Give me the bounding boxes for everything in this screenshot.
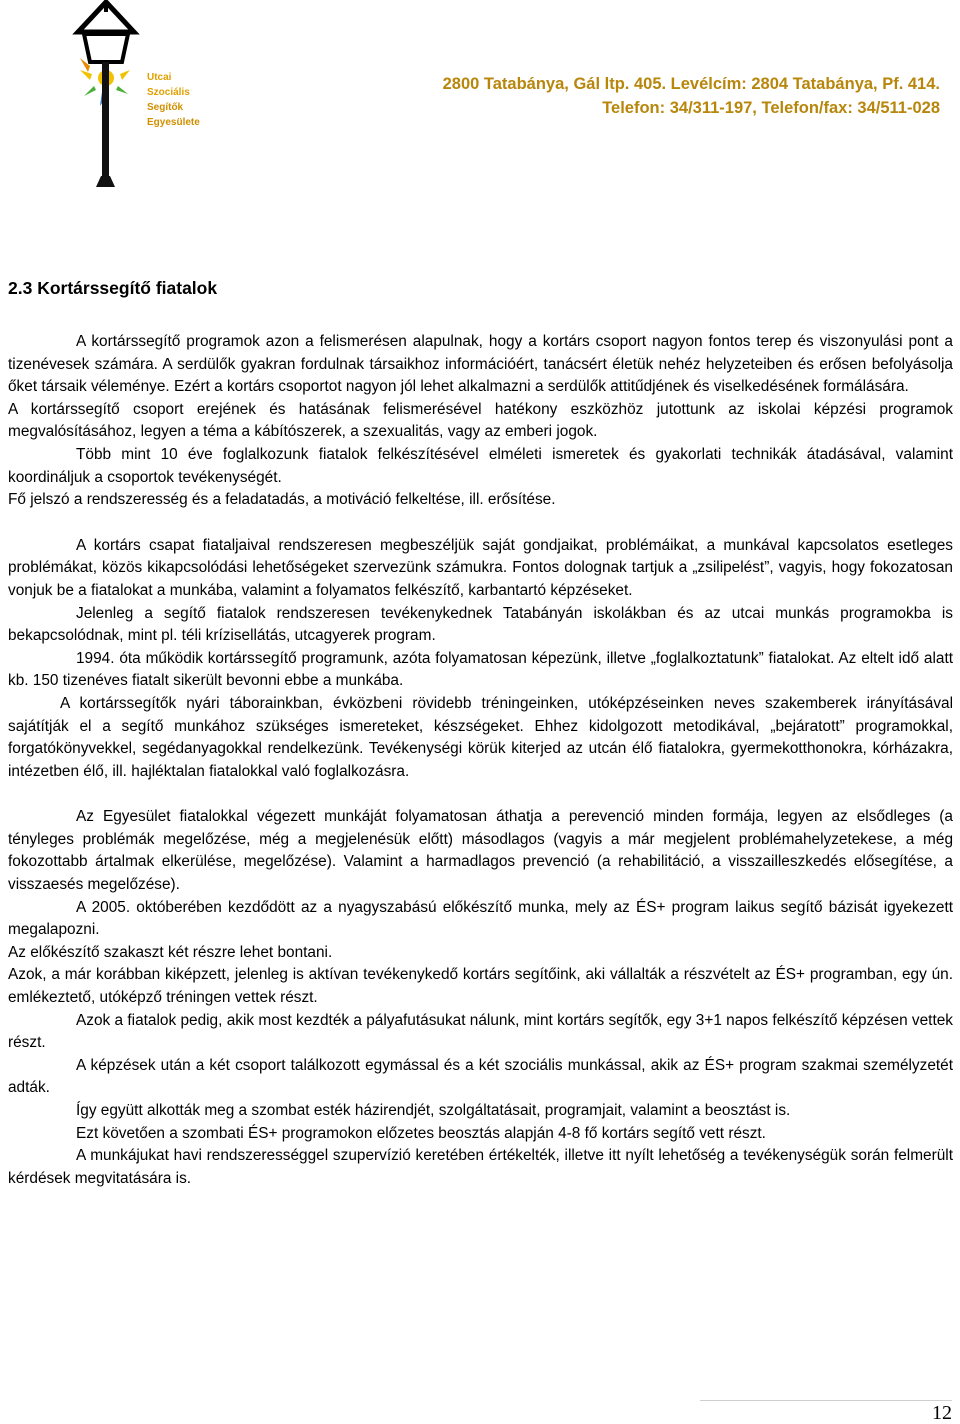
lamp-post-icon [102, 62, 109, 187]
lantern-body-icon [84, 34, 128, 62]
paragraph: A képzések után a két csoport találkozott egymással és a két szociális munkással, akik az ÉS+ program szakmai személyzetét adták. [8, 1056, 953, 1097]
paragraph: Jelenleg a segítő fiatalok rendszeresen tevékenykednek Tatabányán iskolákban és az utcai munkás programokba is bekapcsolódnak, mint pl. téli krízisellátás, utcagyerek program. [8, 604, 953, 645]
paragraph: Az Egyesület fiatalokkal végezett munkáját folyamatosan áthatja a perevenció minden formája, legyen az elsődleges (a tényleges problémák megelőzése, még a megjelenésük előtt) másodlagos (vagyis a már megjelent problémahelyzetekese, a még fokozottabb ártalmak elkerülése, megelőzése). Valamint a harmadlagos prevenció (a rehabilitáció, a visszailleszkedés elősegítése, a visszaesés megelőzése). [8, 808, 953, 894]
org-name-line: Utcai [147, 72, 172, 83]
org-name-line: Szociális [147, 87, 190, 98]
footer-divider [700, 1400, 952, 1401]
paragraph: Így együtt alkották meg a szombat esték házirendjét, szolgáltatásait, programjait, valamint a beosztást is. [76, 1102, 791, 1119]
org-name-line: Segítők [147, 102, 184, 113]
body-text [8, 331, 953, 1190]
paragraph: Több mint 10 éve foglalkozunk fiatalok felkészítésével elméleti ismeretek és gyakorlati technikák átadásával, valamint koordináljuk a csoportok tevékenységét. [8, 445, 953, 486]
lantern-sun-logo [66, 0, 146, 190]
paragraph: Fő jelszó a rendszeresség és a feladatadás, a motiváció felkeltése, ill. erősítése. [8, 491, 556, 509]
paragraph: Azok a fiatalok pedig, akik most kezdték a pályafutásukat nálunk, mint kortárs segítők, egy 3+1 napos felkészítő képzésen vettek részt. [8, 1011, 953, 1052]
contact-info [443, 72, 940, 120]
paragraph: A kortárssegítők nyári táborainkban, évközbeni rövidebb tréningeinken, utóképzéseinken neves szakemberek irányításával sajátítják el a segítő munkához szükséges ismereteket, készségeket. Ehhez kidolgozott metodikával, „bejáratott” programokkal, forgatókönyvekkel, segédanyagokkal rendelkezünk. Tevékenységi körük kiterjed az utcán élő fiatalokra, gyermekotthonokra, kórházakra, intézetben élő, ill. hajléktalan fiatalokkal való foglalkozásra. [8, 694, 953, 780]
address-line: 2800 Tatabánya, Gál ltp. 405. Levélcím: 2804 Tatabánya, Pf. 414. [442, 75, 940, 93]
paragraph: Az előkészítő szakaszt két részre lehet bontani. [8, 943, 333, 961]
paragraph: A kortárssegítő programok azon a felismerésen alapulnak, hogy a kortárs csoport nagyon fontos terep és viszonyulási pont a tizenévesek számára. A serdülők gyakran fordulnak társaikhoz információért, tanácsért életük nehéz helyzeteiben és erősen befolyásolja őket társaik véleménye. Ezért a kortárs csoportot nagyon jól lehet alkalmazni a serdülők attitűdjének és viselkedésének formálására. [8, 333, 953, 396]
paragraph: Azok, a már korábban kiképzett, jelenleg is aktívan tevékenykedő kortárs segítőink, aki vállalták a részvételt az ÉS+ programban, egy ún. emlékeztető, utóképző tréningen vettek részt. [8, 966, 953, 1007]
paragraph: A munkájukat havi rendszerességgel szupervízió keretében értékelték, illetve itt nyílt lehetőség a tevékenységük során felmerült kérdések megvitatására is. [8, 1147, 953, 1187]
paragraph: A kortárs csapat fiataljaival rendszeresen megbeszéljük saját gondjaikat, problémáikat, a munkával kapcsolatos esetleges problémákat, közös kikapcsolódási lehetőségeket szervezünk számukra. Fontos dolognak tartjuk a „zsilipelést”, vagyis, hogy fokozatosan vonjuk be a fiatalokat a munkába, valamint a folyamatos felkészítő, karbantartó képzéseket. [8, 536, 953, 599]
org-name-line: Egyesülete [147, 117, 200, 128]
section-title: 2.3 Kortárssegítő fiatalok [8, 278, 218, 298]
paragraph: 1994. óta működik kortárssegítő programunk, azóta folyamatosan képezünk, illetve „foglalkoztatunk” fiatalokat. Az eltelt idő alatt kb. 150 tizenéves fiatalt sikerült bevonni ebbe a munkába. [8, 649, 953, 690]
paragraph: A 2005. októberében kezdődött az a nyagyszabású előkészítő munka, mely az ÉS+ program laikus segítő bázisát igyekezett megalapozni. [8, 898, 953, 939]
phone-line: Telefon: 34/311-197, Telefon/fax: 34/511-028 [602, 99, 940, 117]
paragraph: Ezt követően a szombati ÉS+ programokon előzetes beosztás alapján 4-8 fő kortárs segítő vett részt. [76, 1124, 766, 1142]
page-number: 12 [932, 1402, 952, 1424]
organization-name [147, 70, 200, 130]
paragraph: A kortárssegítő csoport erejének és hatásának felismerésével hatékony eszközhöz jutottunk az iskolai képzési programok megvalósításához, legyen a téma a kábítószerek, a szexualitás, vagy az emberi jogok. [8, 400, 953, 441]
